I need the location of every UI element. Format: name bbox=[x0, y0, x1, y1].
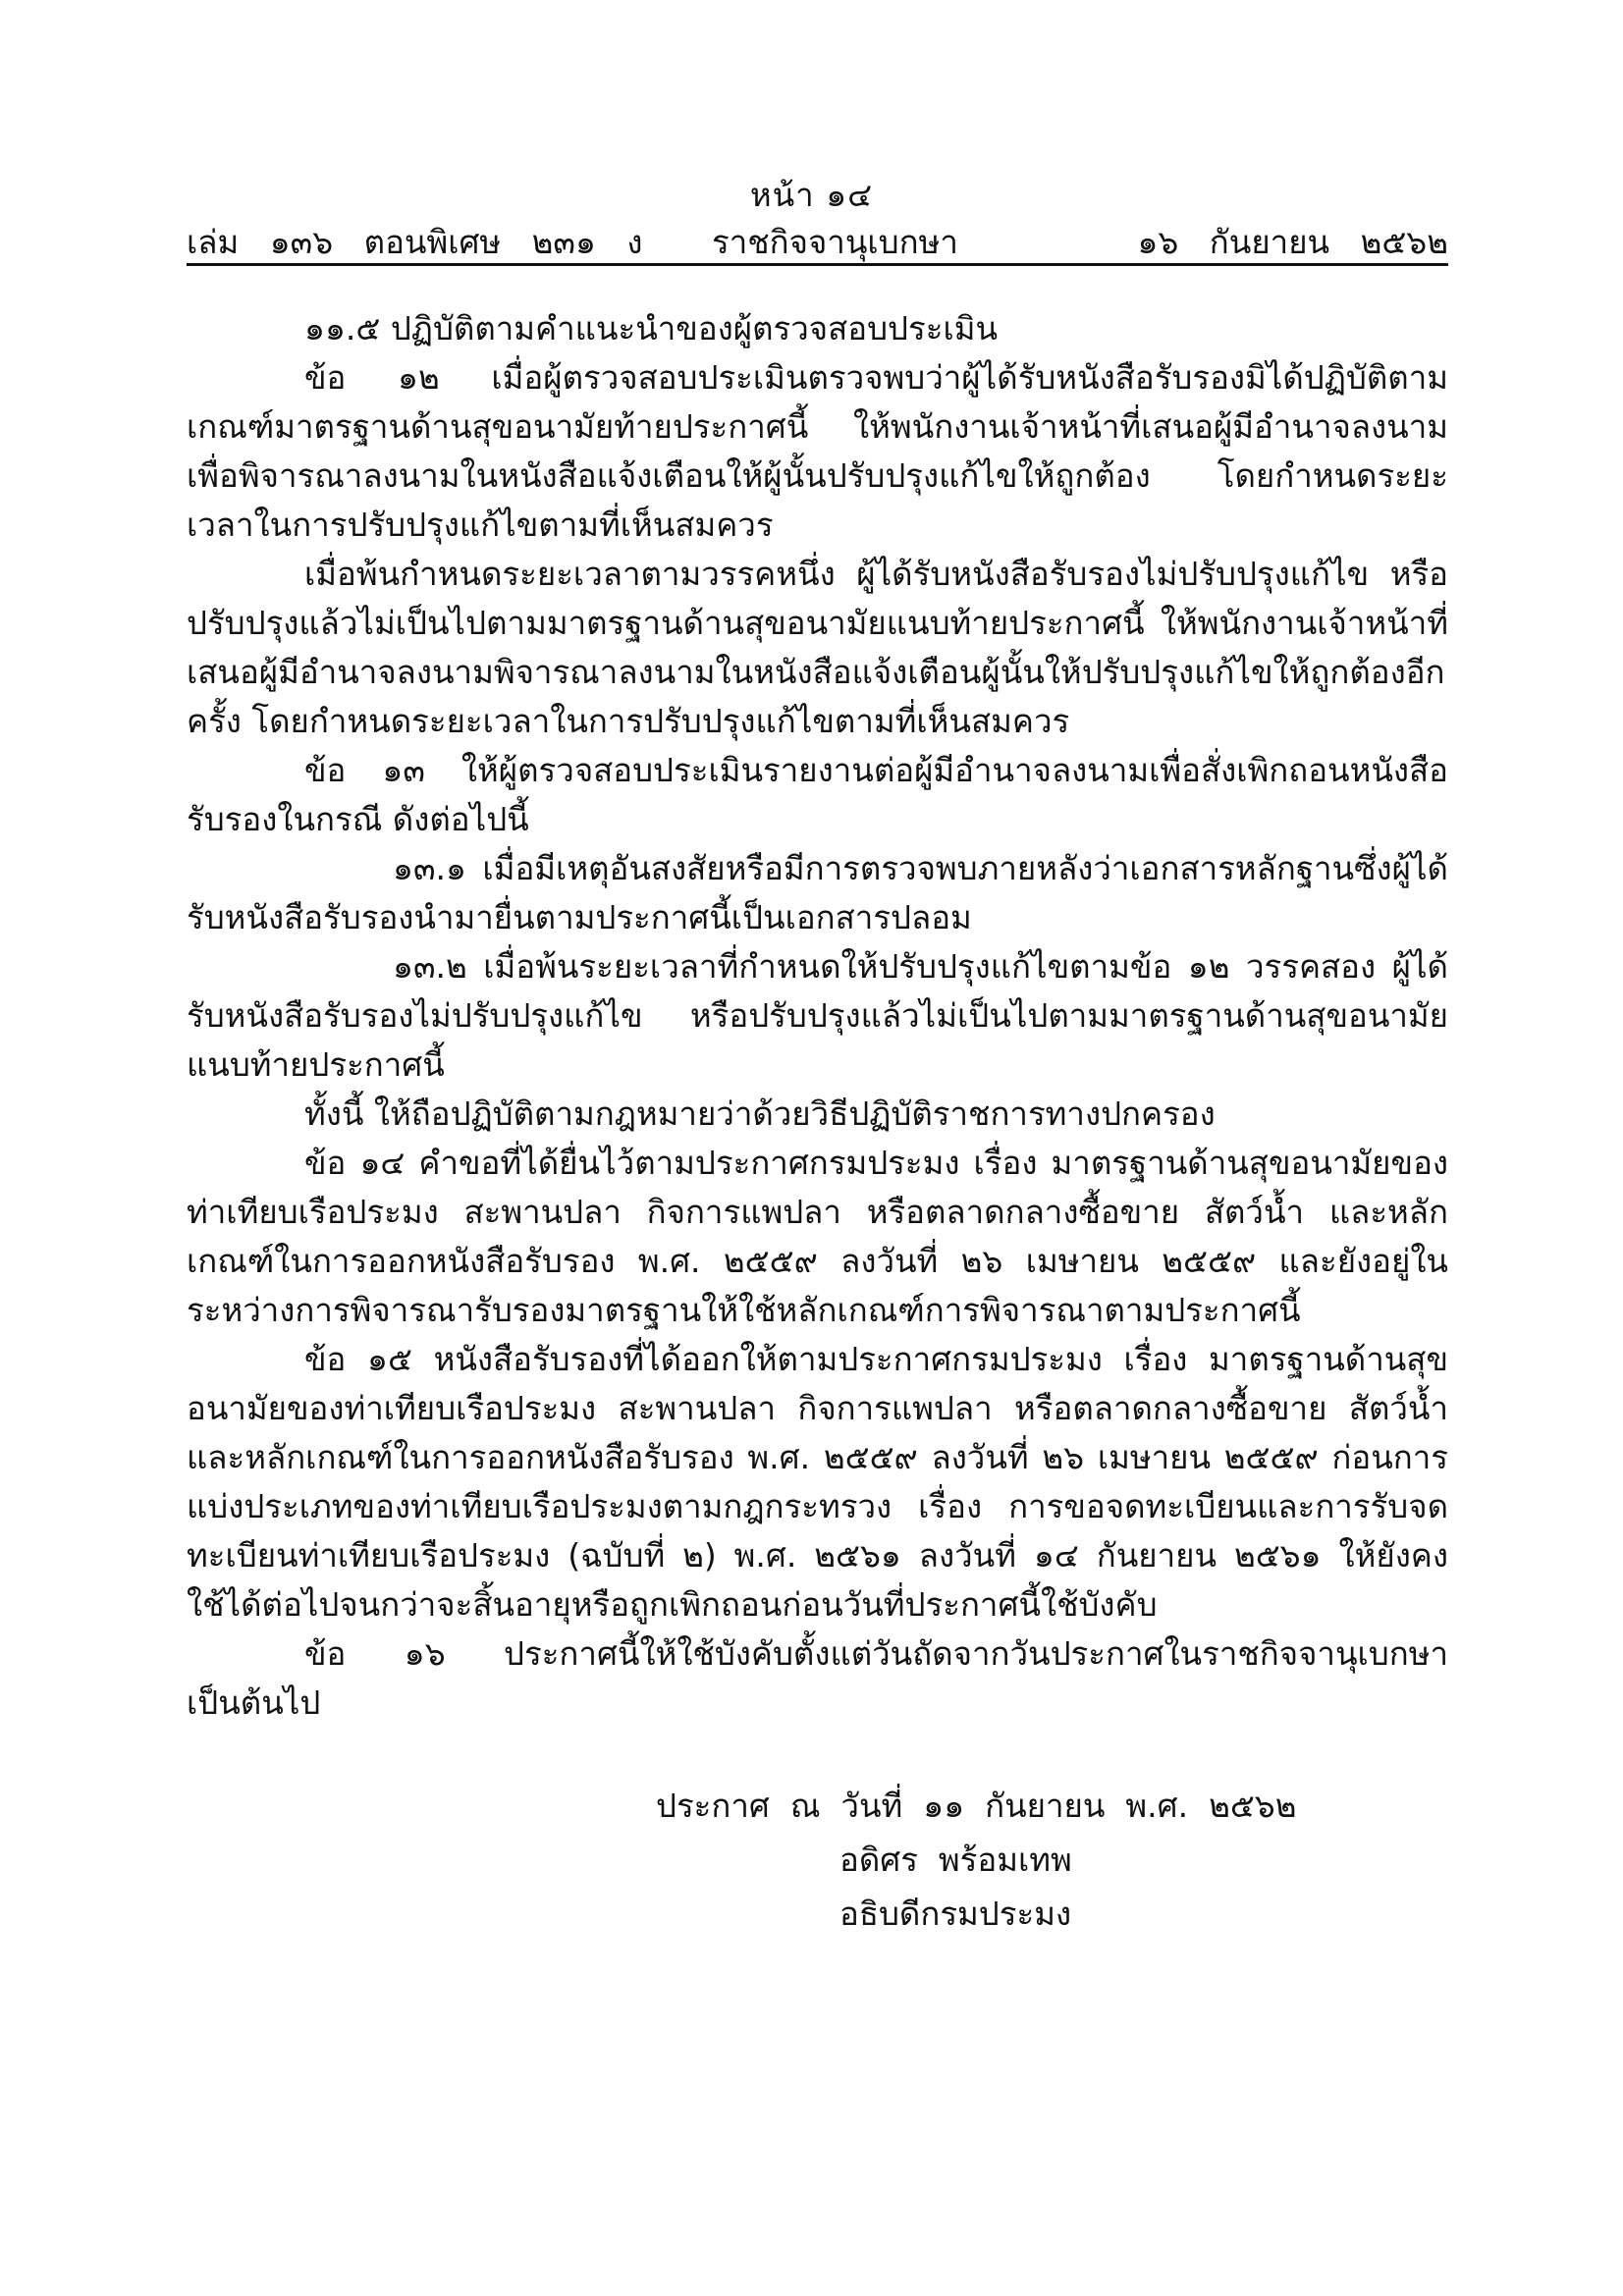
document-body bbox=[187, 304, 1448, 1728]
header-divider bbox=[187, 263, 1448, 266]
volume-issue: เล่ม ๑๓๖ ตอนพิเศษ ๒๓๑ ง bbox=[187, 223, 643, 261]
gazette-name: ราชกิจจานุเบกษา bbox=[712, 223, 958, 261]
announcement-date: ประกาศ ณ วันที่ ๑๑ กันยายน พ.ศ. ๒๕๖๒ bbox=[656, 1787, 1297, 1825]
clause-13: ข้อ ๑๓ ให้ผู้ตรวจสอบประเมินรายงานต่อผู้มีอำนาจลงนามเพื่อสั่งเพิกถอนหนังสือรับรองในกรณี ดังต่อไปนี้ bbox=[187, 751, 1448, 838]
clause-12: ข้อ ๑๒ เมื่อผู้ตรวจสอบประเมินตรวจพบว่าผู้ได้รับหนังสือรับรองมิได้ปฏิบัติตามเกณฑ์มาตรฐานด้านสุขอนามัยท้ายประกาศนี้ ให้พนักงานเจ้าหน้าที่เสนอผู้มีอำนาจลงนามเพื่อพิจารณาลงนามในหนังสือแจ้งเตือนให้ผู้นั้นปรับปรุงแก้ไขให้ถูกต้อง โดยกำหนดระยะเวลาในการปรับปรุงแก้ไขตามที่เห็นสมควร bbox=[187, 358, 1448, 544]
clause-14: ข้อ ๑๔ คำขอที่ได้ยื่นไว้ตามประกาศกรมประมง เรื่อง มาตรฐานด้านสุขอนามัยของท่าเทียบเรือประมง สะพานปลา กิจการแพปลา หรือตลาดกลางซื้อขาย สัตว์น้ำ และหลักเกณฑ์ในการออกหนังสือรับรอง พ.ศ. ๒๕๕๙ ลงวันที่ ๒๖ เมษายน ๒๕๕๙ และยังอยู่ในระหว่างการพิจารณารับรองมาตรฐานให้ใช้หลักเกณฑ์การพิจารณาตามประกาศนี้ bbox=[187, 1144, 1448, 1329]
signatory-name: อดิศร พร้อมเทพ bbox=[839, 1841, 1072, 1879]
clause-13-note: ทั้งนี้ ให้ถือปฏิบัติตามกฎหมายว่าด้วยวิธีปฏิบัติราชการทางปกครอง bbox=[304, 1095, 1216, 1133]
clause-15: ข้อ ๑๕ หนังสือรับรองที่ได้ออกให้ตามประกาศกรมประมง เรื่อง มาตรฐานด้านสุขอนามัยของท่าเทียบเรือประมง สะพานปลา กิจการแพปลา หรือตลาดกลางซื้อขาย สัตว์น้ำ และหลักเกณฑ์ในการออกหนังสือรับรอง พ.ศ. ๒๕๕๙ ลงวันที่ ๒๖ เมษายน ๒๕๕๙ ก่อนการแบ่งประเภทของท่าเทียบเรือประมงตามกฎกระทรวง เรื่อง การขอจดทะเบียนและการรับจดทะเบียนท่าเทียบเรือประมง (ฉบับที่ ๒) พ.ศ. ๒๕๖๑ ลงวันที่ ๑๔ กันยายน ๒๕๖๑ ให้ยังคงใช้ได้ต่อไปจนกว่าจะสิ้นอายุหรือถูกเพิกถอนก่อนวันที่ประกาศนี้ใช้บังคับ bbox=[187, 1340, 1448, 1624]
gazette-header bbox=[187, 216, 1448, 261]
clause-11-5: ๑๑.๕ ปฏิบัติตามคำแนะนำของผู้ตรวจสอบประเมิน bbox=[304, 309, 999, 347]
page-number: หน้า ๑๔ bbox=[749, 176, 874, 214]
clause-13-1: ๑๓.๑ เมื่อมีเหตุอันสงสัยหรือมีการตรวจพบภายหลังว่าเอกสารหลักฐานซึ่งผู้ได้รับหนังสือรับรองนำมายื่นตามประกาศนี้เป็นเอกสารปลอม bbox=[187, 849, 1448, 936]
clause-12-paragraph-2: เมื่อพ้นกำหนดระยะเวลาตามวรรคหนึ่ง ผู้ได้รับหนังสือรับรองไม่ปรับปรุงแก้ไข หรือปรับปรุงแล้วไม่เป็นไปตามมาตรฐานด้านสุขอนามัยแนบท้ายประกาศนี้ ให้พนักงานเจ้าหน้าที่เสนอผู้มีอำนาจลงนามพิจารณาลงนามในหนังสือแจ้งเตือนผู้นั้นให้ปรับปรุงแก้ไขให้ถูกต้องอีกครั้ง โดยกำหนดระยะเวลาในการปรับปรุงแก้ไขตามที่เห็นสมควร bbox=[187, 555, 1448, 740]
signatory-title: อธิบดีกรมประมง bbox=[839, 1895, 1072, 1933]
publication-date: ๑๖ กันยายน ๒๕๖๒ bbox=[1137, 223, 1448, 261]
clause-13-2: ๑๓.๒ เมื่อพ้นระยะเวลาที่กำหนดให้ปรับปรุงแก้ไขตามข้อ ๑๒ วรรคสอง ผู้ได้รับหนังสือรับรองไม่ปรับปรุงแก้ไข หรือปรับปรุงแล้วไม่เป็นไปตามมาตรฐานด้านสุขอนามัยแนบท้ายประกาศนี้ bbox=[187, 947, 1448, 1084]
clause-16: ข้อ ๑๖ ประกาศนี้ให้ใช้บังคับตั้งแต่วันถัดจากวันประกาศในราชกิจจานุเบกษาเป็นต้นไป bbox=[187, 1634, 1448, 1722]
